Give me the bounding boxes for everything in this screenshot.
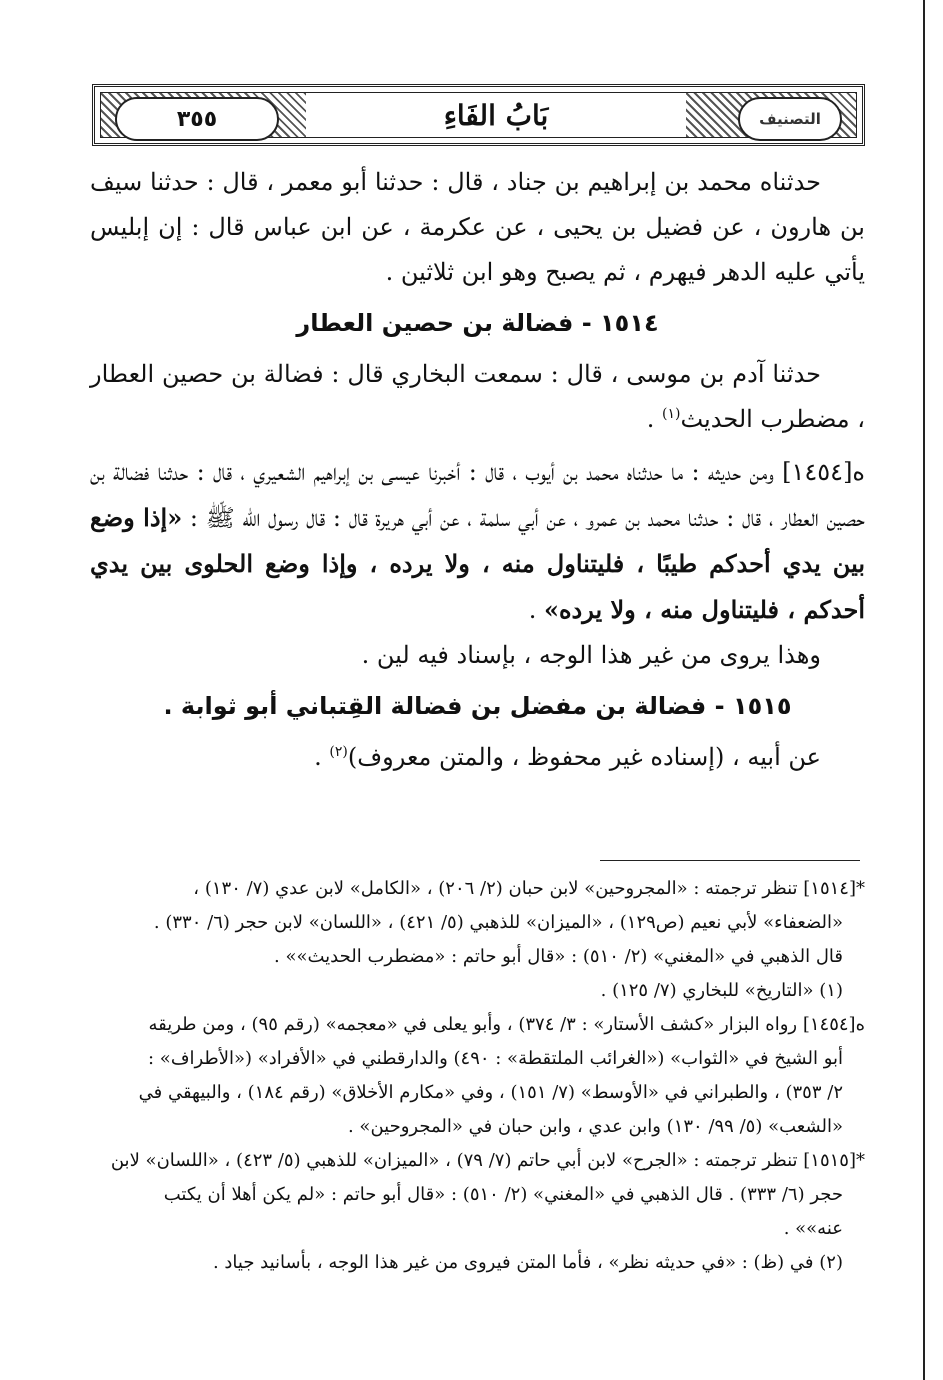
entry-heading-1514: ١٥١٤ - فضالة بن حصين العطار [296,309,659,337]
footnote-1454-line1: ه[١٤٥٤] رواه البزار «كشف الأستار» : ٣/ ٣٧٤) ، وأبو يعلى في «معجمه» (رقم ٩٥) ، ومن طريقه [148,1014,865,1035]
paragraph-1514-end: . [646,405,663,433]
footnote-1514-line2: «الضعفاء» لأبي نعيم (ص١٢٩) ، «الميزان» للذهبي (٥/ ٤٢١) ، «اللسان» لابن حجر (٦/ ٣٣٠) . [153,912,843,933]
paragraph-1515 [90,735,865,780]
entry-heading-1515: ١٥١٥ - فضالة بن مفضل بن فضالة القِتباني أبو ثوابة . [163,692,792,720]
paragraph-1514-text: حدثنا آدم بن موسى ، قال : سمعت البخاري قال : فضالة بن حصين العطار ، مضطرب الحديث [90,360,865,433]
main-text [90,160,865,780]
footnote-1454-line3: ٢/ ٣٥٣) ، والطبراني في «الأوسط» (٧/ ١٥١) ، وفي «مكارم الأخلاق» (رقم ١٨٤) ، والبيهقي في [138,1082,843,1103]
footnote-1514-line1: *[١٥١٤] تنظر ترجمته : «المجروحين» لابن حبان (٢/ ٢٠٦) ، «الكامل» لابن عدي (٧/ ١٣٠) ، [193,878,865,899]
chapter-title: بَابُ الفَاءِ [443,98,549,132]
footnote-1514-line3: قال الذهبي في «المغني» (٢/ ٥١٠) : «قال أبو حاتم : «مضطرب الحديث»» . [274,946,843,967]
header-ornament-border [100,92,857,138]
paragraph-comment: وهذا يروى من غير هذا الوجه ، بإسناد فيه لين . [361,641,821,669]
page-edge-line [923,0,925,1380]
paragraph-isnad-continuation: حدثناه محمد بن إبراهيم بن جناد ، قال : حدثنا أبو معمر ، قال : حدثنا سيف بن هارون ، عن فضيل بن يحيى ، عن عكرمة ، عن ابن عباس قال : إن إبليس يأتي عليه الدهر فيهرم ، ثم يصبح وهو ابن ثلاثين . [90,168,865,286]
publisher-logo: التصنيف [738,97,842,141]
paragraph-1515-text: عن أبيه ، (إسناده غير محفوظ ، والمتن معروف) [347,743,821,771]
footnote-ref-1: (١) [662,406,681,422]
paragraph-1514 [90,352,865,442]
page-number: ٣٥٥ [115,97,279,141]
hadith-matn: «إذا وضع بين يدي أحدكم طيبًا ، فليتناول منه ، ولا يرده ، وإذا وضع الحلوى بين يدي أحدكم ، فليتناول منه ، ولا يرده» [90,503,865,624]
footnote-separator [600,860,860,861]
footnote-2: (٢) في (ظ) : «في حديثه نظر» ، فأما المتن فيروى من غير هذا الوجه ، بأسانيد جياد . [212,1252,843,1273]
footnote-1: (١) «التاريخ» للبخاري (٧/ ١٢٥) . [600,980,843,1001]
footnotes [90,872,865,1280]
footnote-1454-line4: «الشعب» (٥/ ٩٩/ ١٣٠) وابن عدي ، وابن حبان في «المجروحين» . [347,1116,843,1137]
hadith-end: . [528,596,544,624]
hadith-isnad: ه[١٤٥٤] ومن حديثه : ما حدثناه محمد بن أيوب ، قال : أخبرنا عيسى بن إبراهيم الشعيري ، قال : حدثنا فضالة بن حصين العطار ، قال : حدثنا محمد بن عمرو ، عن أبي سلمة ، عن أبي هريرة قال : قال رسول الله ﷺ : [90,458,865,532]
chapter-title-box [306,93,686,137]
paragraph-hadith-1454 [90,450,865,633]
footnote-ref-2: (٢) [329,744,348,760]
paragraph-1515-end: . [314,743,330,771]
footnote-1515-line2: حجر (٦/ ٣٣٣) . قال الذهبي في «المغني» (٢/ ٥١٠) : «قال أبو حاتم : «لم يكن أهلا أن يكتب [163,1184,843,1205]
footnote-1454-line2: أبو الشيخ في «الثواب» («الغرائب الملتقطة» : ٤٩٠) والدارقطني في «الأفراد» («الأطراف» : [148,1048,843,1069]
footnote-1515-line1: *[١٥١٥] تنظر ترجمته : «الجرح» لابن أبي حاتم (٧/ ٧٩) ، «الميزان» للذهبي (٥/ ٤٢٣) ، «اللسان» لابن [110,1150,865,1171]
page-header [92,84,865,146]
footnote-1515-line3: عنه»» . [783,1218,843,1239]
